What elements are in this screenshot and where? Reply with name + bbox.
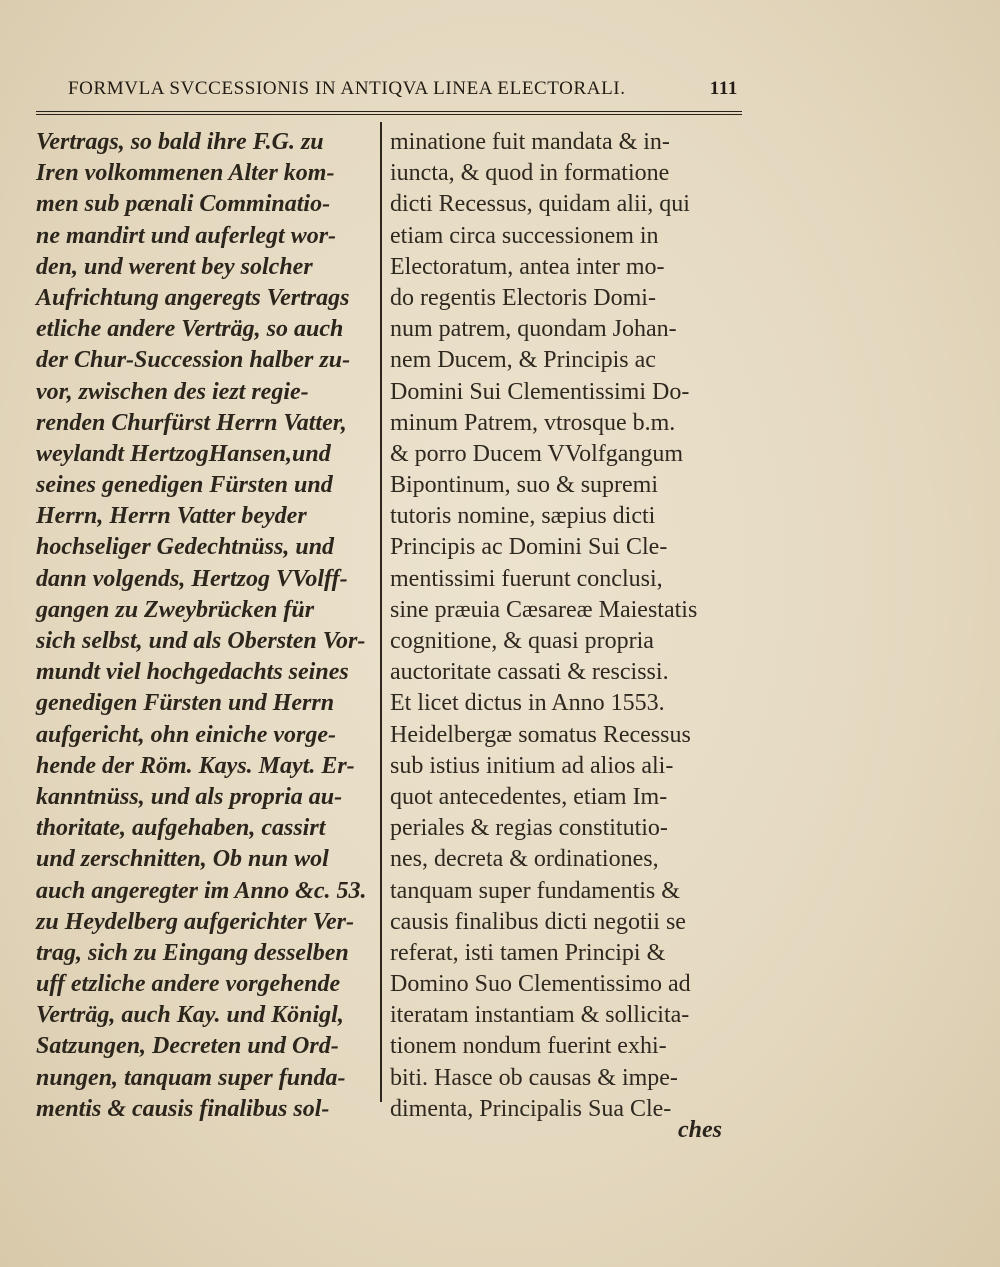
text-line: genedigen Fürsten und Herrn <box>36 690 335 717</box>
text-line: minatione fuit mandata & in- <box>390 129 670 155</box>
text-line: sine præuia Cæsareæ Maiestatis <box>390 596 698 623</box>
header-rule <box>36 111 742 115</box>
text-line: Iren volkommenen Alter kom- <box>36 160 335 187</box>
text-line: tanquam super fundamentis & <box>390 877 680 904</box>
text-line: tionem nondum fuerint exhi- <box>390 1033 667 1060</box>
text-line: etiam circa successionem in <box>390 222 659 249</box>
text-line: vor, zwischen des iezt regie- <box>36 378 309 405</box>
text-line: Bipontinum, suo & supremi <box>390 472 659 499</box>
text-line: referat, isti tamen Principi & <box>390 939 666 966</box>
text-line: cognitione, & quasi propria <box>390 628 654 654</box>
text-line: Heidelbergæ somatus Recessus <box>390 721 691 748</box>
text-line: trag, sich zu Eingang desselben <box>36 939 349 966</box>
text-line: Domino Suo Clementissimo ad <box>390 971 691 998</box>
text-line: renden Churfürst Herrn Vatter, <box>36 409 347 436</box>
text-line: weylandt HertzogHansen,und <box>36 440 331 467</box>
text-line: quot antecedentes, etiam Im- <box>390 783 668 810</box>
text-line: thoritate, aufgehaben, cassirt <box>36 815 326 842</box>
text-line: zu Heydelberg aufgerichter Ver- <box>36 908 354 935</box>
text-line: nes, decreta & ordinationes, <box>390 846 659 873</box>
text-line: Domini Sui Clementissimi Do- <box>390 378 690 405</box>
column-divider <box>380 122 382 1102</box>
text-line: causis finalibus dicti negotii se <box>390 908 686 935</box>
text-line: der Chur-Succession halber zu- <box>36 347 351 374</box>
text-line: sich selbst, und als Obersten Vor- <box>36 628 366 654</box>
text-line: auctoritate cassati & rescissi. <box>390 659 669 686</box>
text-line: seines genedigen Fürsten und <box>36 472 333 499</box>
running-head <box>68 78 738 100</box>
text-line: den, und werent bey solcher <box>36 253 313 280</box>
text-line: etliche andere Verträg, so auch <box>36 316 344 343</box>
text-line: mentissimi fuerunt conclusi, <box>390 565 663 592</box>
text-line: mentis & causis finalibus sol- <box>36 1095 330 1122</box>
text-line: kanntnüss, und als propria au- <box>36 783 343 810</box>
text-line: dann volgends, Hertzog VVolff- <box>36 565 348 592</box>
text-line: hochseliger Gedechtnüss, und <box>36 534 335 561</box>
text-line: iteratam instantiam & sollicita- <box>390 1002 690 1029</box>
text-line: auch angeregter im Anno &c. 53. <box>36 877 367 904</box>
text-line: do regentis Electoris Domi- <box>390 284 656 311</box>
text-line: periales & regias constitutio- <box>390 815 668 842</box>
running-title: FORMVLA SVCCESSIONIS IN ANTIQVA LINEA ELECTORALI. <box>68 78 626 99</box>
text-line: hende der Röm. Kays. Mayt. Er- <box>36 752 355 779</box>
text-line: Electoratum, antea inter mo- <box>390 253 665 280</box>
text-line: Verträg, auch Kay. und Königl, <box>36 1002 344 1029</box>
text-line: aufgericht, ohn einiche vorge- <box>36 721 336 748</box>
text-line: biti. Hasce ob causas & impe- <box>390 1064 678 1091</box>
latin-column <box>390 127 735 1125</box>
text-line: minum Patrem, vtrosque b.m. <box>390 409 676 436</box>
text-line: Herrn, Herrn Vatter beyder <box>36 503 307 530</box>
text-line: gangen zu Zweybrücken für <box>36 596 315 623</box>
text-line: dimenta, Principalis Sua Cle- <box>390 1095 672 1122</box>
text-line: uff etzliche andere vorgehende <box>36 971 341 998</box>
text-line: men sub pænali Comminatio- <box>36 191 331 218</box>
text-line: sub istius initium ad alios ali- <box>390 752 674 779</box>
text-line: Aufrichtung angeregts Vertrags <box>36 284 350 311</box>
text-line: num patrem, quondam Johan- <box>390 316 677 343</box>
text-line: dicti Recessus, quidam alii, qui <box>390 191 690 218</box>
text-line: tutoris nomine, sæpius dicti <box>390 503 656 530</box>
text-line: Principis ac Domini Sui Cle- <box>390 534 668 561</box>
catchword: ches <box>678 1117 722 1143</box>
text-line: nem Ducem, & Principis ac <box>390 347 656 374</box>
text-line: ne mandirt und auferlegt wor- <box>36 222 337 249</box>
german-column <box>36 127 376 1125</box>
page-number: 111 <box>709 78 738 99</box>
text-line: mundt viel hochgedachts seines <box>36 659 349 686</box>
text-line: & porro Ducem VVolfgangum <box>390 440 684 467</box>
text-line: Satzungen, Decreten und Ord- <box>36 1033 339 1060</box>
text-line: iuncta, & quod in formatione <box>390 160 670 187</box>
text-line: und zerschnitten, Ob nun wol <box>36 846 329 873</box>
text-line: Et licet dictus in Anno 1553. <box>390 690 665 717</box>
text-line: nungen, tanquam super funda- <box>36 1064 346 1091</box>
text-line: Vertrags, so bald ihre F.G. zu <box>36 129 324 155</box>
